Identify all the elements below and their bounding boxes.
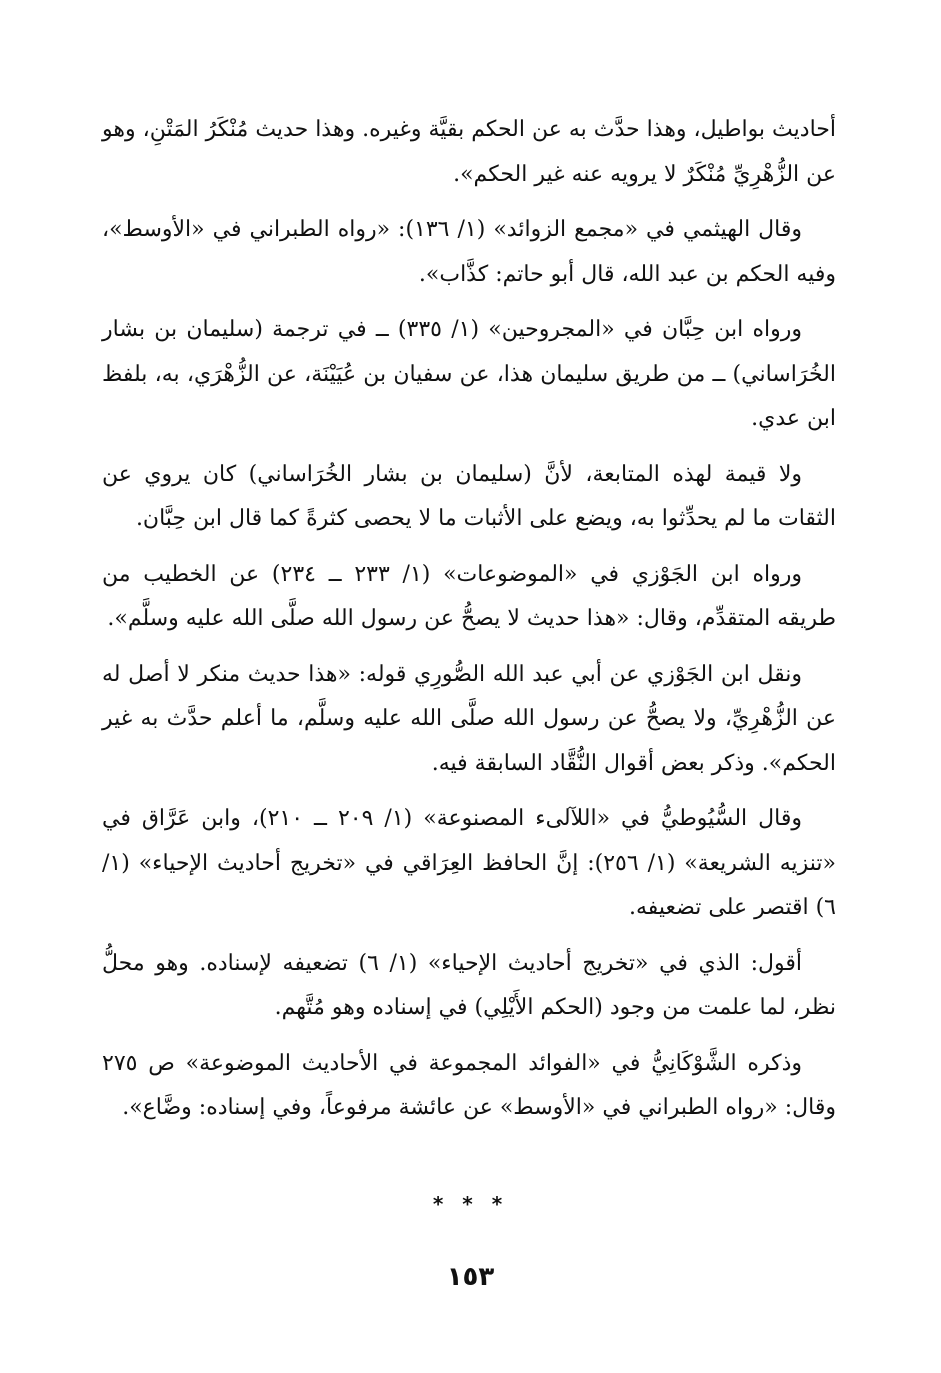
paragraph-9: وذكره الشَّوْكَانِيُّ في «الفوائد المجموعة في الأحاديث الموضوعة» ص ٢٧٥ وقال: «رواه الطبراني في «الأوسط» عن عائشة مرفوعاً، وفي إسناده: وضَّاع». (102, 1050, 836, 1120)
paragraph-3: ورواه ابن حِبَّان في «المجروحين» (١/ ٣٣٥) ــ في ترجمة (سليمان بن بشار الخُرَاساني) ــ من طريق سليمان هذا، عن سفيان بن عُيَيْنَة، عن الزُّهْرَي، به، بلفظ ابن عدي. (102, 317, 836, 431)
paragraph-8: أقول: الذي في «تخريج أحاديث الإحياء» (١/ ٦) تضعيفه لإسناده. وهو محلُّ نظر، لما علمت من وجود (الحكم الأَيْلِي) في إسناده وهو مُتَّهم. (102, 950, 836, 1020)
section-separator: * * * (432, 1192, 509, 1216)
body-text (102, 108, 836, 1142)
paragraph-5: ورواه ابن الجَوْزي في «الموضوعات» (١/ ٢٣٣ ــ ٢٣٤) عن الخطيب من طريقه المتقدِّم، وقال: «هذا حديث لا يصحُّ عن رسول الله صلَّى الله عليه وسلَّم». (102, 561, 836, 631)
paragraph-6: ونقل ابن الجَوْزي عن أبي عبد الله الصُّورِي قوله: «هذا حديث منكر لا أصل له عن الزُّهْرِيِّ، ولا يصحُّ عن رسول الله صلَّى الله عليه وسلَّم، ما أعلم حدَّث به غير الحكم». وذكر بعض أقوال النُّقَّاد السابقة فيه. (102, 661, 836, 776)
paragraph-2: وقال الهيثمي في «مجمع الزوائد» (١/ ١٣٦): «رواه الطبراني في «الأوسط»، وفيه الحكم بن عبد الله، قال أبو حاتم: كذَّاب». (102, 217, 836, 287)
paragraph-4: ولا قيمة لهذه المتابعة، لأنَّ (سليمان بن بشار الخُرَاساني) كان يروي عن الثقات ما لم يحدِّثوا به، ويضع على الأثبات ما لا يحصى كثرةً كما قال ابن حِبَّان. (102, 461, 836, 531)
paragraph-7: وقال السُّيُوطيُّ في «اللآلىء المصنوعة» (١/ ٢٠٩ ــ ٢١٠)، وابن عَرَّاق في «تنزيه الشريعة» (١/ ٢٥٦): إنَّ الحافظ العِرَاقي في «تخريج أحاديث الإحياء» (١/ ٦) اقتصر على تضعيفه. (102, 806, 837, 920)
paragraph-1: أحاديث بواطيل، وهذا حدَّث به عن الحكم بقيَّة وغيره. وهذا حديث مُنْكَرُ المَتْنِ، وهو عن الزُّهْرِيِّ مُنْكَرٌ لا يرويه عنه غير الحكم». (102, 117, 836, 187)
page-number: ١٥٣ (446, 1262, 495, 1292)
